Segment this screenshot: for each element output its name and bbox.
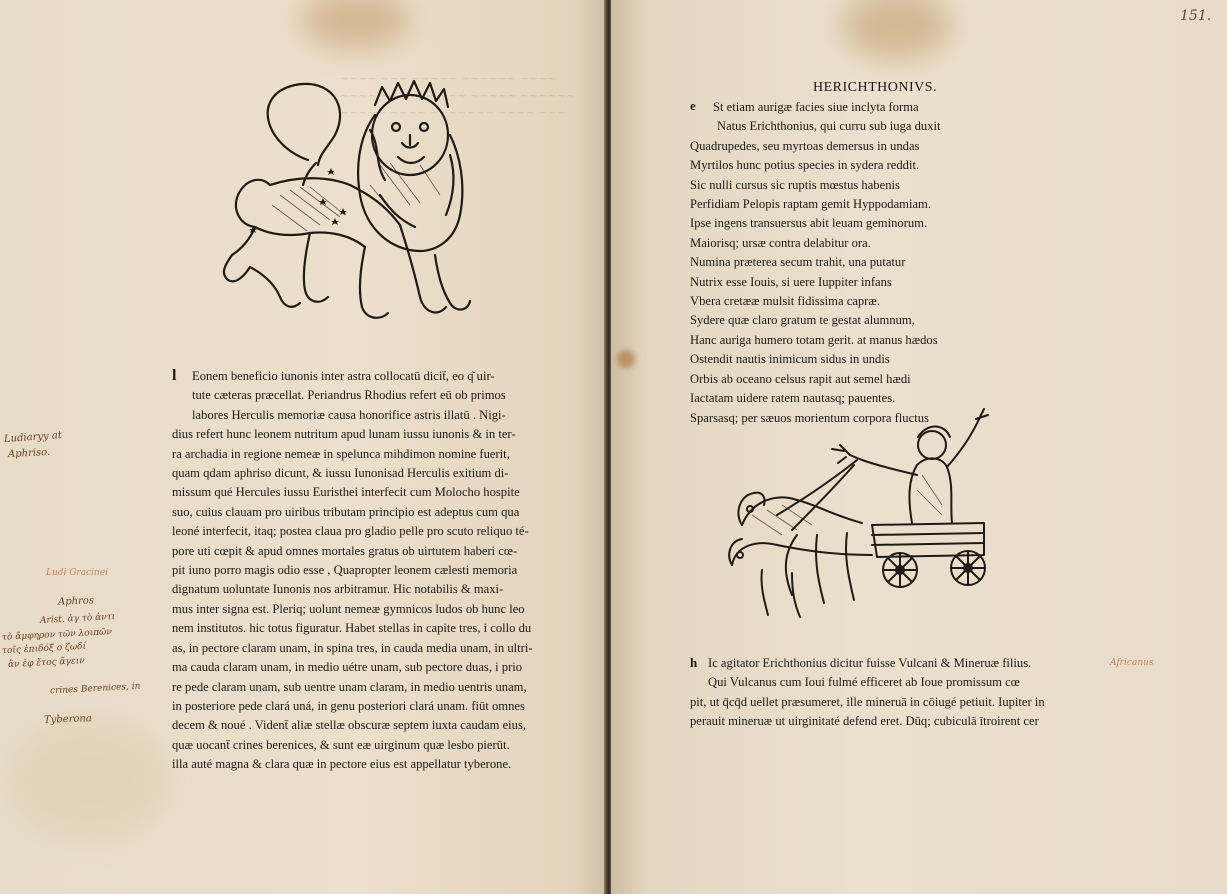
folio-number: 151. — [1180, 8, 1212, 24]
lion-front-leg — [360, 247, 388, 318]
text-line: mus inter signa est. Pleriq; uolunt nemeæ gymnicos ludos ob hunc leo — [172, 601, 525, 616]
text-line: tute cæteras præcellat. Periandrus Rhodius refert eū ob primos — [192, 388, 506, 403]
verse-line: Ipse ingens transuersus abit leuam geminorum. — [690, 216, 928, 231]
marginal-note: crines Berenices, in — [49, 681, 141, 697]
text-line: illa auté magna & clara quæ in pectore eius est appellatur tyberone. — [172, 757, 512, 772]
verse-line: Perfidiam Pelopis raptam gemit Hyppodamiam. — [690, 197, 931, 212]
erichthonius-prose — [690, 654, 1045, 732]
marginal-note: Arist. ἀγ τὸ ἀντι — [39, 612, 116, 626]
marginal-note: τοῖς ἐπιδόξ ο ζωδί — [1, 641, 87, 657]
text-line: suo, cuius clauam pro uiribus tributam principio est adeptus cum qua — [172, 504, 520, 519]
verse-line: Quadrupedes, seu myrtoas demersus in undas — [690, 138, 920, 153]
charioteer — [909, 458, 952, 523]
leo-text-block — [172, 367, 533, 775]
marginal-note: Ludiaryy at — [3, 429, 63, 446]
lion-body — [232, 180, 270, 255]
left-page — [0, 0, 606, 894]
marginal-note: Aphriso. — [7, 446, 51, 461]
text-line: pit, ut q̄cq̄d uellet præsumeret, ille mineruā in cōiugé petiuit. Iupiter in — [690, 694, 1045, 709]
verse-line: Orbis ab oceano celsus rapit aut semel hædi — [690, 371, 911, 386]
text-line: missum qué Hercules iussu Euristhei interfecit cum Molocho hospite — [172, 485, 520, 500]
text-line: pit iuno porro magis odio esse , Quapropter leonem cælesti memoria — [172, 563, 518, 578]
text-line: ra archadia in regione nemeæ in spelunca mihdimon nomine fuerit, — [172, 446, 510, 461]
verse-line: Natus Erichthonius, qui curru sub iuga duxit — [717, 119, 941, 134]
verse-line: Numina præterea secum trahit, una putatur — [690, 255, 906, 270]
verse-line: Hanc auriga humero totam gerit. at manus hædos — [690, 332, 938, 347]
text-line: dius refert hunc leonem nutritum apud lunam iussu iunonis & in ter- — [172, 427, 516, 442]
marginal-note: Aphros — [57, 595, 95, 608]
water-stain — [617, 350, 635, 368]
text-line: pore uti cœpit & apud omnes mortales gratus ob uirtutem haberi cœ- — [172, 543, 518, 558]
verse-line: Myrtilos hunc potius species in sydera reddit. — [690, 158, 920, 173]
star-mark — [331, 218, 339, 225]
verse-line: Ostendit nautis inimicum sidus in undis — [690, 352, 890, 367]
verse-line: Vbera cretææ mulsit fidissima capræ. — [690, 294, 880, 309]
marginal-note: Ludi Gracinei — [46, 568, 109, 578]
text-line: perauit mineruæ ut uirginitaté defend eret. Dūq; cubiculā ītroirent cer — [690, 714, 1039, 729]
horse — [732, 543, 872, 565]
verse-line: Iactatam uidere ratem nautasq; pauentes. — [690, 391, 896, 406]
text-line: labores Herculis memoriæ causa honorifice astris illatū . Nigi- — [192, 407, 506, 422]
text-line: decem & noué . Vident̄ aliæ stellæ obscuræ septem iuxta caudam eius, — [172, 718, 527, 733]
water-stain — [10, 720, 170, 840]
text-line: nem institutos. hic totus figuratur. Habet stellas in capite tres, i collo du — [172, 621, 532, 636]
erichthonius-poem — [690, 98, 941, 428]
text-line: re pede claram unam, sub uentre unam claram, in medio uentris unam, — [172, 679, 527, 694]
marginal-note: ἂν ἐφ ἔτος ἄγειν — [7, 655, 86, 671]
star-mark — [327, 168, 335, 175]
text-line: ma cauda claram unam, in medio uétre unam, sub pectore duas, i prio — [172, 660, 523, 675]
leo-woodcut — [210, 75, 480, 335]
dropcap-letter: l — [172, 367, 177, 384]
signature-letter-h: h — [690, 655, 698, 670]
marginal-note: τὸ ἄμφηρον τῶν λοιπῶν — [1, 627, 113, 643]
text-line: quæ uocant̄ crines berenices, & sunt eæ uirginum quæ lesbo pierūt. — [172, 737, 510, 752]
verse-line: Maiorisq; ursæ contra delabitur ora. — [690, 235, 871, 250]
text-line: Eonem beneficio iunonis inter astra collocatū dicit̄, eo q͂ uir- — [192, 369, 495, 383]
text-line: in posteriore pede clará uná, in genu posteriori clará unam. fiūt omnes — [172, 698, 525, 713]
verse-line: Sic nulli cursus sic ruptis mœstus habenis — [690, 177, 900, 192]
text-line: as, in pectore claram unam, in spina tres, in cauda media unam, in ultri- — [172, 640, 533, 655]
text-line: Qui Vulcanus cum Ioui fulmé efficeret ab Ioue promissum cœ — [708, 675, 1020, 690]
marginal-note: Africanus — [1110, 658, 1154, 668]
verse-line: Sparsasq; per sæuos morientum corpora fluctus — [690, 410, 929, 425]
text-line: Ic agitator Erichthonius dicitur fuisse Vulcani & Mineruæ filius. — [708, 656, 1032, 670]
lion-tail — [268, 84, 340, 165]
text-line: quam qdam aphriso dicunt, & iussu Iunonisad Herculis exitium di- — [172, 466, 509, 481]
signature-letter-e: e — [690, 98, 696, 113]
verse-line: Sydere quæ claro gratum te gestat alumnum, — [690, 313, 915, 328]
bleed-through-text: ~~~~ ~~~ ~~~~~ ~~~~~~ ~~~~ ~~~~ ~~~~~~ ~~~ ~~~~~ ~~~~~~ ~~~~~ ~~~~ ~~~~~~~ ~~~~ ~~~ — [340, 72, 576, 119]
text-line: leoné interfecit, itaq; postea claua pro gladio pelle pro scuto reliquo té- — [172, 524, 529, 539]
water-stain — [841, 0, 951, 60]
chapter-heading: HERICHTHONIVS. — [813, 80, 938, 95]
verse-line: St etiam aurigæ facies siue inclyta forma — [713, 100, 919, 114]
water-stain — [300, 0, 410, 50]
auriga-woodcut — [722, 405, 1002, 625]
text-line: dignatum uoluntate Iunonis nos arbitramur. Hic notabilis & maxi- — [172, 582, 504, 597]
marginal-note: Tyberona — [43, 713, 93, 726]
verse-line: Nutrix esse Iouis, si uere Iuppiter infans — [690, 274, 892, 289]
